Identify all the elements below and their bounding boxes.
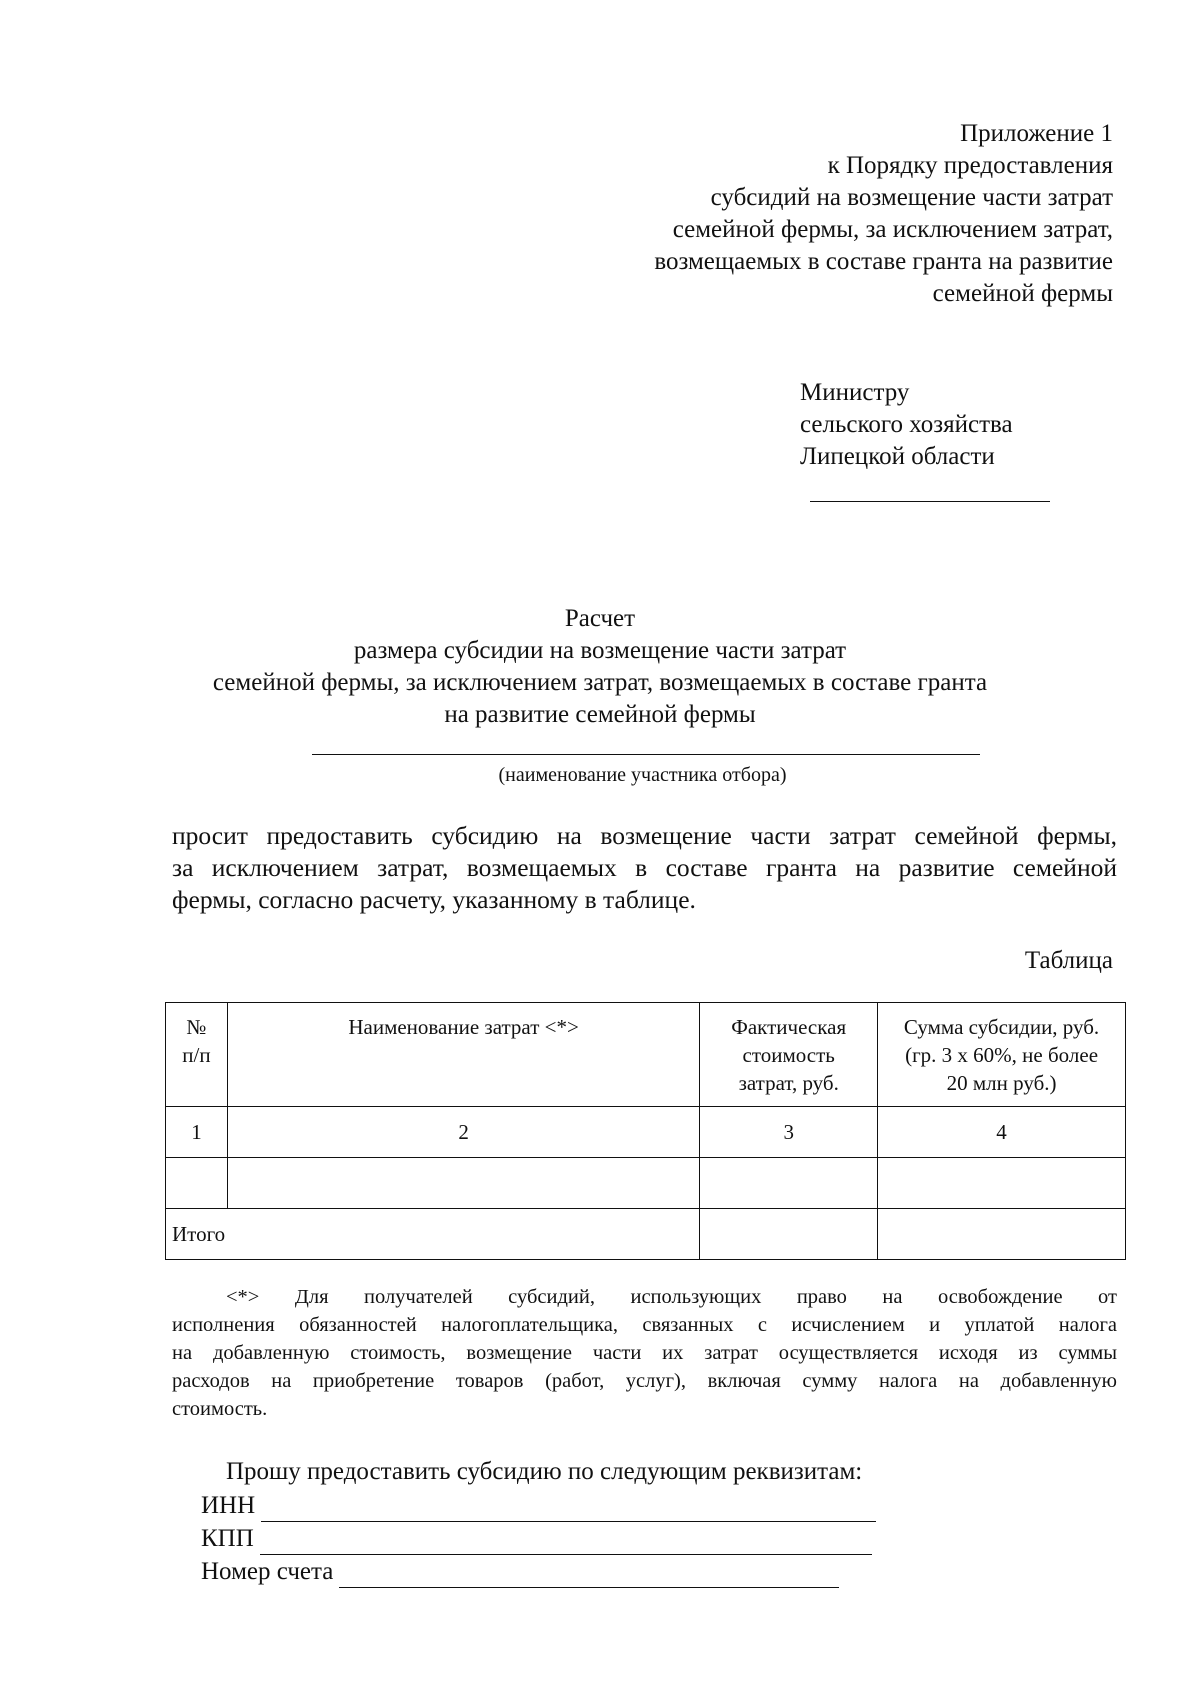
paragraph-line: за исключением затрат, возмещаемых в составе гранта на развитие семейной [172,853,1117,882]
account-field[interactable] [339,1561,839,1588]
total-cost-cell[interactable] [700,1209,878,1260]
footnote-line: на добавленную стоимость, возмещение части их затрат осуществляется исходя из суммы [172,1342,1117,1364]
total-subsidy-cell[interactable] [878,1209,1126,1260]
inn-field[interactable] [261,1495,876,1522]
appendix-line: к Порядку предоставления [827,152,1113,179]
column-number: 2 [227,1107,699,1158]
appendix-line: семейной фермы [932,280,1113,307]
participant-name-caption: (наименование участника отбора) [498,764,787,786]
header-actual-cost: Фактическая стоимость затрат, руб. [700,1003,878,1107]
footnote-line: стоимость. [172,1398,268,1420]
title-line: размера субсидии на возмещение части затрат [353,637,847,664]
footnote [172,1283,1117,1423]
inn-row [201,1490,876,1522]
appendix-line: семейной фермы, за исключением затрат, [672,216,1113,243]
document-title [0,603,1200,731]
footnote-line: исполнения обязанностей налогоплательщика, связанных с исчислением и уплатой налога [172,1314,1117,1336]
participant-name-line[interactable] [312,754,980,755]
kpp-field[interactable] [260,1528,872,1555]
costs-table [165,1002,1126,1260]
account-label: Номер счета [201,1558,334,1585]
request-paragraph [172,820,1117,916]
addressee-line: Министру [800,379,910,406]
column-number: 4 [878,1107,1126,1158]
title-line: семейной фермы, за исключением затрат, возмещаемых в составе гранта [212,669,988,696]
addressee-line: Липецкой области [800,443,995,470]
header-number: № п/п [166,1003,228,1107]
kpp-row [201,1523,872,1555]
inn-label: ИНН [201,1492,256,1519]
footnote-line: расходов на приобретение товаров (работ, услуг), включая сумму налога на добавленную [172,1370,1117,1392]
title-line: на развитие семейной фермы [444,701,756,728]
paragraph-line: фермы, согласно расчету, указанному в таблице. [172,885,696,914]
column-number-row [166,1107,1126,1158]
table-cell[interactable] [700,1158,878,1209]
table-cell[interactable] [878,1158,1126,1209]
header-cost-name: Наименование затрат <*> [227,1003,699,1107]
account-row [201,1556,839,1588]
requisites-request: Прошу предоставить субсидию по следующим реквизитам: [226,1458,863,1485]
table-caption: Таблица [1024,947,1113,974]
column-number: 1 [166,1107,228,1158]
title-line: Расчет [564,605,636,632]
addressee-signature-line[interactable] [810,501,1050,502]
appendix-line: возмещаемых в составе гранта на развитие [654,248,1113,275]
total-row [166,1209,1126,1260]
kpp-label: КПП [201,1525,254,1552]
appendix-line: Приложение 1 [960,120,1113,147]
addressee-line: сельского хозяйства [800,411,1013,438]
footnote-line: <*> Для получателей субсидий, использующих право на освобождение от [226,1286,1117,1308]
header-subsidy-amount: Сумма субсидии, руб. (гр. 3 х 60%, не более 20 млн руб.) [878,1003,1126,1107]
table-header-row [166,1003,1126,1107]
table-row [166,1158,1126,1209]
addressee-block [800,377,1013,473]
table-cell[interactable] [166,1158,228,1209]
table-cell[interactable] [227,1158,699,1209]
total-label: Итого [166,1209,700,1260]
appendix-line: субсидий на возмещение части затрат [710,184,1113,211]
paragraph-line: просит предоставить субсидию на возмещение части затрат семейной фермы, [172,821,1117,850]
appendix-header [553,118,1113,310]
column-number: 3 [700,1107,878,1158]
